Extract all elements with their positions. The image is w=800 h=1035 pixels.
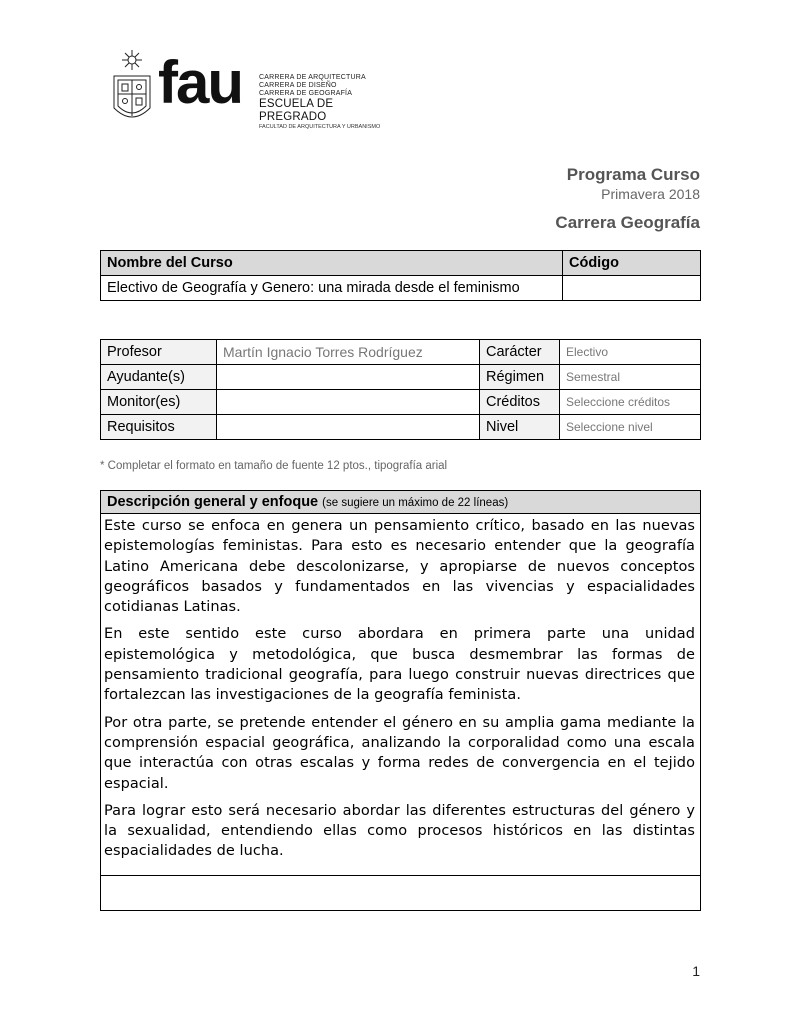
creditos-label: Créditos xyxy=(480,390,560,415)
description-heading: Descripción general y enfoque xyxy=(107,494,319,510)
nivel-value: Seleccione nivel xyxy=(560,415,701,440)
monitor-value xyxy=(217,390,480,415)
description-empty-row xyxy=(101,875,701,910)
profesor-label: Profesor xyxy=(101,340,217,365)
logo-text xyxy=(259,74,400,131)
format-note: * Completar el formato en tamaño de fuente 12 ptos., tipografía arial xyxy=(100,460,448,472)
description-header xyxy=(101,491,701,514)
logo-school: ESCUELA DE PREGRADO xyxy=(259,98,334,123)
staff-table xyxy=(100,339,701,440)
description-paragraph: Para lograr esto será necesario abordar las diferentes estructuras del género y la sexualidad, entendiendo ellas como procesos históricos en las distintas espacialidades de lucha. xyxy=(104,802,695,860)
description-paragraph: Por otra parte, se pretende entender el género en su amplia gama mediante la comprensión espacial geográfica, analizando la corporalidad como una escala que interactúa con otras escalas y forma redes de convergencia en el tejido espacial. xyxy=(104,714,695,792)
ayudante-value xyxy=(217,365,480,390)
profesor-value: Martín Ignacio Torres Rodríguez xyxy=(217,340,480,365)
ayudante-label: Ayudante(s) xyxy=(101,365,217,390)
university-crest-icon xyxy=(110,48,154,128)
fau-wordmark: fau xyxy=(158,49,242,116)
logo-line: CARRERA DE GEOGRAFÍA xyxy=(259,90,353,97)
description-body xyxy=(101,514,701,876)
course-name-header: Nombre del Curso xyxy=(101,251,563,276)
logo-line: CARRERA DE DISEÑO xyxy=(259,82,337,89)
course-name-value: Electivo de Geografía y Genero: una mirada desde el feminismo xyxy=(101,276,563,301)
description-paragraph: En este sentido este curso abordara en primera parte una unidad epistemológica y metodológica, que busca desmembrar las formas de pensamiento tradicional geografía, para luego construir nuevas directrices que fortalezcan las investigaciones de la geografía feminista. xyxy=(104,626,695,704)
requisitos-label: Requisitos xyxy=(101,415,217,440)
description-heading-note: (se sugiere un máximo de 22 líneas) xyxy=(322,497,509,509)
table-row xyxy=(101,365,701,390)
logo-faculty: FACULTAD DE ARQUITECTURA Y URBANISMO xyxy=(259,124,381,130)
table-row xyxy=(101,340,701,365)
course-code-header: Código xyxy=(563,251,701,276)
logo-line: CARRERA DE ARQUITECTURA xyxy=(259,74,366,81)
page-title: Programa Curso xyxy=(566,165,700,184)
description-paragraph: Este curso se enfoca en genera un pensamiento crítico, basado en las nuevas epistemologías feministas. Para esto es necesario entender que la geografía Latino Americana debe descolonizarse, y apropiarse de nuevos conceptos geográficos basados y fundamentados en las vivencias y espacialidades cotidianas Latinas. xyxy=(104,518,695,616)
table-row xyxy=(101,390,701,415)
creditos-value: Seleccione créditos xyxy=(560,390,701,415)
caracter-label: Carácter xyxy=(480,340,560,365)
page-number: 1 xyxy=(692,963,700,979)
requisitos-value xyxy=(217,415,480,440)
regimen-label: Régimen xyxy=(480,365,560,390)
term: Primavera 2018 xyxy=(601,186,700,202)
career: Carrera Geografía xyxy=(555,213,700,232)
course-table xyxy=(100,250,701,301)
monitor-label: Monitor(es) xyxy=(101,390,217,415)
fau-logo xyxy=(110,48,400,130)
title-block xyxy=(555,164,700,234)
course-code-value xyxy=(563,276,701,301)
table-row xyxy=(101,415,701,440)
regimen-value: Semestral xyxy=(560,365,701,390)
nivel-label: Nivel xyxy=(480,415,560,440)
description-table xyxy=(100,490,701,911)
caracter-value: Electivo xyxy=(560,340,701,365)
